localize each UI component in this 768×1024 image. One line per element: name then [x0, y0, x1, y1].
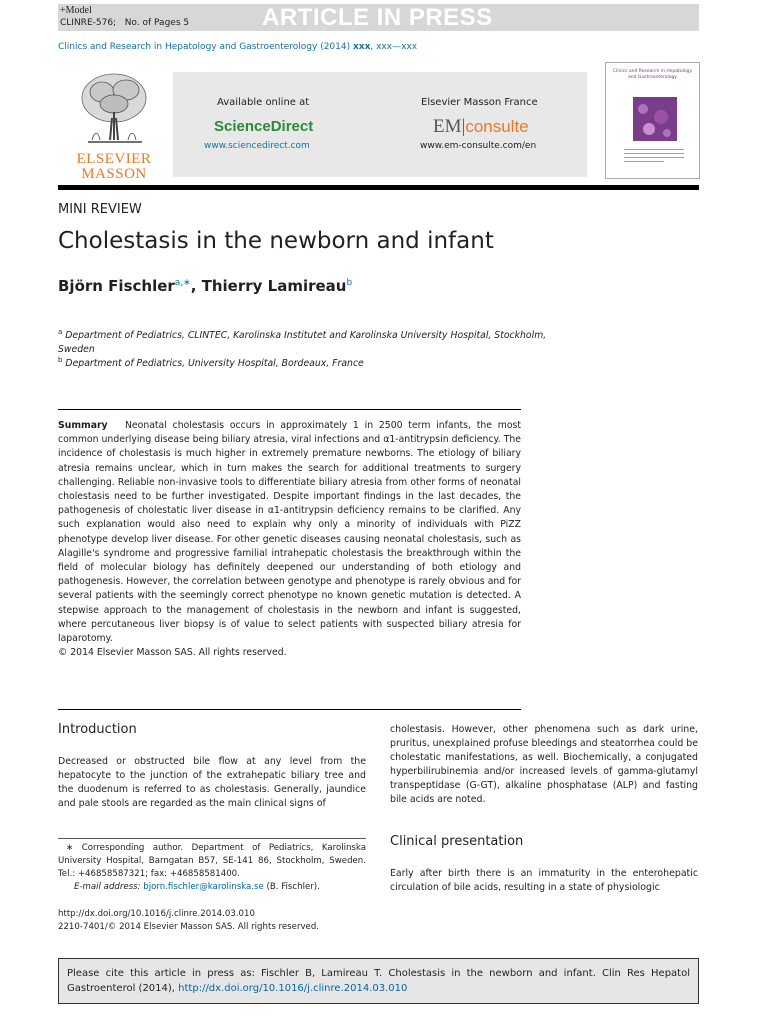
right-column-paragraph-2: Early after birth there is an immaturity in the enterohepatic circulation of bile acids, resulting in a state of physiologic: [390, 868, 698, 894]
em-consulte-logo[interactable]: EM|consulte: [433, 116, 529, 137]
article-type: MINI REVIEW: [58, 202, 142, 217]
em-publisher-label: Elsevier Masson France: [421, 97, 538, 108]
introduction-heading: Introduction: [58, 722, 137, 737]
elsevier-wordmark: ELSEVIER MASSON: [76, 151, 152, 182]
footnote-rule: [58, 838, 366, 839]
issn-line: 2210-7401/© 2014 Elsevier Masson SAS. All rights reserved.: [58, 922, 320, 932]
article-code-line: CLINRE-576; No. of Pages 5: [60, 18, 190, 28]
sciencedirect-url[interactable]: www.sciencedirect.com: [204, 141, 310, 151]
cite-doi-link[interactable]: http://dx.doi.org/10.1016/j.clinre.2014.03.010: [178, 983, 408, 994]
author1-affiliation-link[interactable]: a,∗: [174, 278, 191, 288]
cite-this-article-box: Please cite this article in press as: Fischler B, Lamireau T. Cholestasis in the newborn and infant. Clin Res Hepatol Gastroenterol (2014), http://dx.doi.org/10.1016/j.clinre.2014.03.010: [58, 958, 699, 1004]
cover-title: Clinics and Research in Hepatology and Gastroenterology: [612, 69, 693, 80]
elsevier-tree-icon: [68, 68, 160, 148]
elsevier-logo: [68, 68, 160, 180]
corresponding-author-note: ∗ Corresponding author. Department of Pediatrics, Karolinska University Hospital, Barngatan B57, SE-141 86, Stockholm, Sweden. Tel.: +46858587321; fax: +46858581400. E-mail address: bjorn.fischler@karolinska.se (B. Fischler).: [58, 843, 366, 892]
email-link[interactable]: bjorn.fischler@karolinska.se: [143, 882, 264, 892]
clinical-presentation-heading: Clinical presentation: [390, 834, 524, 849]
right-column-paragraph-1: cholestasis. However, other phenomena such as dark urine, pruritus, unexplained profuse bleedings and steatorrhea could be cholestatic manifestations, as well. Biochemically, a conjugated hyperbilirubinemia and/or increased levels of gamma-glutamyl transpeptidase (G-GT), alkaline phosphatase (ALP) and fasting bile acids are noted.: [390, 724, 698, 806]
abstract-copyright: © 2014 Elsevier Masson SAS. All rights reserved.: [58, 647, 287, 659]
author2-affiliation-link[interactable]: b: [346, 278, 353, 288]
header-rule: [58, 185, 699, 190]
journal-cover-thumbnail: [605, 62, 700, 179]
article-in-press-bar: [58, 4, 699, 31]
introduction-text: Decreased or obstructed bile flow at any level from the hepatocyte to the junction of the extrahepatic biliary tree and the duodenum is referred to as cholestasis. Generally, jaundice and pale stools are regarded as the main clinical signs of: [58, 756, 366, 810]
abstract-bottom-rule: [58, 709, 521, 710]
article-title: Cholestasis in the newborn and infant: [58, 228, 494, 254]
cover-image: [633, 97, 677, 141]
affiliation-b: $^b$ Department of Pediatrics, University Hospital, Bordeaux, France: [58, 356, 364, 370]
author-list: Björn Fischler$^{a,∗}$, Thierry Lamireau$^b$: [58, 277, 353, 295]
affiliation-a: $^a$ Department of Pediatrics, CLINTEC, Karolinska Institutet and Karolinska University Hospital, Stockholm, Sweden: [58, 328, 547, 356]
model-label: +Model: [60, 5, 92, 16]
available-online-label: Available online at: [217, 97, 310, 108]
sciencedirect-logo[interactable]: ScienceDirect: [214, 118, 314, 135]
abstract-top-rule: [58, 409, 521, 410]
abstract: Summary Neonatal cholestasis occurs in approximately 1 in 2500 term infants, the most common underlying disease being biliary atresia, viral infections and α1-antitrypsin deficiency. The incidence of cholestasis is much higher in extremely premature newborns. The etiology of biliary atresia remains unclear, which in turn makes the search for additional treatments to surgery challenging. Reliable non-invasive tools to differentiate biliary atresia from other forms of neonatal cholestasis need to be further investigated. Despite important findings in the last decades, the pathogenesis of cholestatic liver disease in α1-antitrypsin deficiency remains to be clarified. Any such explanation would also need to explain why only a minority of individuals with PiZZ phenotype develop liver disease. For other genetic diseases causing neonatal cholestasis, such as Alagille's syndrome and progressive familial intrahepatic cholestasis the breakthrough within the field of molecular biology has definitely deepened our understanding of both etiology and pathogenesis. However, the correlation between genotype and phenotype is rarely obvious and for several patients with the seemingly correct phenotype no known genetic mutation is detected. A stepwise approach to the management of cholestasis in the newborn and infant is suggested, where percutaneous liver biopsy is of value to select patients with suspected biliary atresia for laparotomy. © 2014 Elsevier Masson SAS. All rights reserved.: [58, 419, 521, 660]
em-consulte-url[interactable]: www.em-consulte.com/en: [420, 141, 537, 151]
doi-link[interactable]: http://dx.doi.org/10.1016/j.clinre.2014.03.010: [58, 909, 255, 919]
journal-reference[interactable]: Clinics and Research in Hepatology and Gastroenterology (2014) xxx, xxx—xxx: [58, 42, 418, 52]
article-in-press-label: ARTICLE IN PRESS: [262, 4, 493, 31]
